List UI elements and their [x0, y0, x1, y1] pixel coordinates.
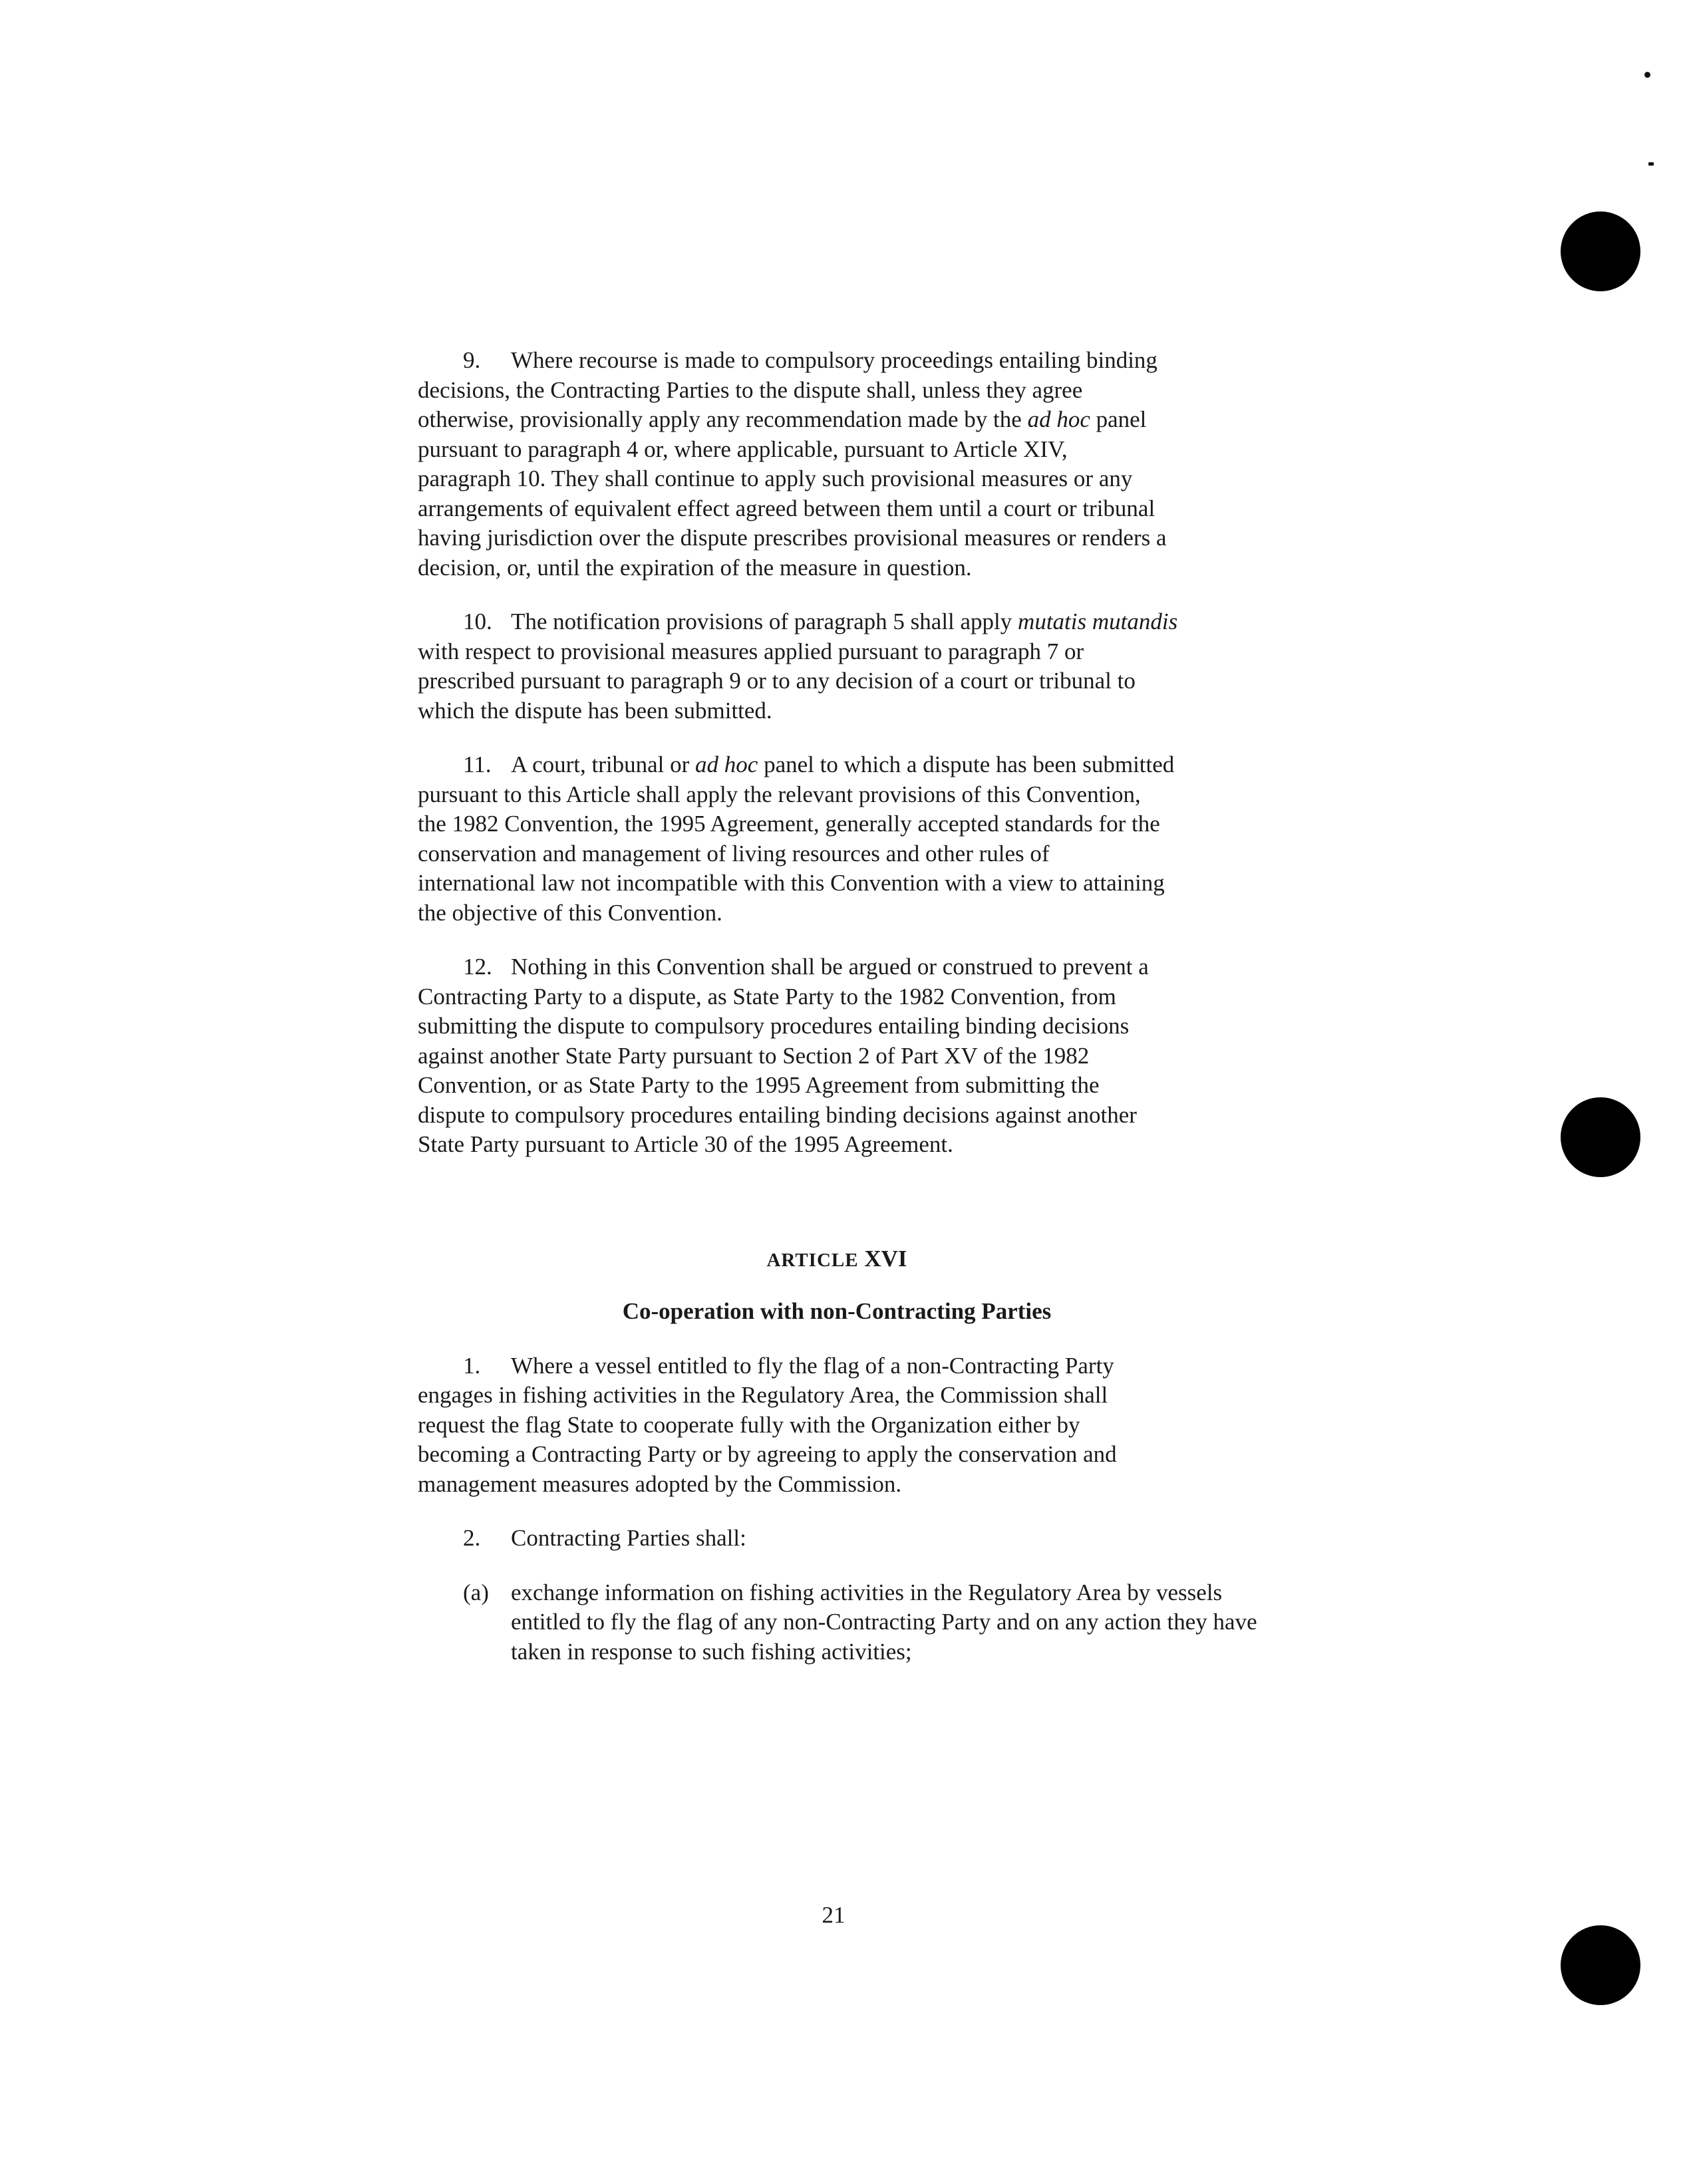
- sub-item-a: [418, 1578, 1362, 1667]
- paragraph-line: the 1982 Convention, the 1995 Agreement, generally accepted standards for the: [418, 811, 1160, 837]
- article-numeral: XVI: [864, 1245, 907, 1272]
- paragraph-line: entitled to fly the flag of any non-Contracting Party and on any action they have: [511, 1609, 1257, 1635]
- italic-term: mutatis mutandis: [1018, 609, 1178, 634]
- paragraph-line: request the flag State to cooperate fully with the Organization either by: [418, 1411, 1080, 1438]
- paragraph-line: decisions, the Contracting Parties to the dispute shall, unless they agree: [418, 376, 1083, 403]
- paragraph-number: 11.: [463, 751, 492, 777]
- paragraph-10: [418, 607, 1362, 726]
- paragraph-line: arrangements of equivalent effect agreed between them until a court or tribunal: [418, 495, 1155, 521]
- paragraph-line: with respect to provisional measures applied pursuant to paragraph 7 or: [418, 638, 1084, 664]
- paragraph-line: pursuant to this Article shall apply the relevant provisions of this Convention,: [418, 781, 1141, 807]
- document-body: [418, 346, 1362, 1691]
- paragraph-line: paragraph 10. They shall continue to apply such provisional measures or any: [418, 466, 1133, 491]
- paragraph-line: Contracting Party to a dispute, as State Party to the 1982 Convention, from: [418, 983, 1116, 1010]
- paragraph-line: Contracting Parties shall:: [511, 1525, 746, 1551]
- paragraph-line: decision, or, until the expiration of the measure in question.: [418, 554, 972, 581]
- article-title: Co-operation with non-Contracting Parties: [622, 1298, 1052, 1324]
- article-paragraph-1: [418, 1351, 1362, 1500]
- paragraph-line: Where recourse is made to compulsory proceedings entailing binding: [511, 347, 1157, 373]
- paragraph-line: pursuant to paragraph 4 or, where applicable, pursuant to Article XIV,: [418, 436, 1068, 462]
- paragraph-line: having jurisdiction over the dispute prescribes provisional measures or renders a: [418, 525, 1167, 551]
- paragraph-11: [418, 750, 1362, 928]
- sub-item-label: (a): [463, 1579, 489, 1605]
- paragraph-line: Convention, or as State Party to the 1995 Agreement from submitting the: [418, 1072, 1100, 1098]
- paragraph-number: 10.: [463, 609, 492, 634]
- paragraph-line: becoming a Contracting Party or by agreeing to apply the conservation and: [418, 1441, 1117, 1467]
- article-label: ARTICLE: [766, 1249, 859, 1271]
- scan-speck: [1644, 72, 1650, 78]
- paragraph-line: exchange information on fishing activities in the Regulatory Area by vessels: [511, 1579, 1223, 1605]
- paragraph-line: international law not incompatible with this Convention with a view to attaining: [418, 870, 1165, 896]
- punch-hole: [1561, 1097, 1640, 1177]
- paragraph-line: submitting the dispute to compulsory procedures entailing binding decisions: [418, 1013, 1130, 1039]
- punch-hole: [1561, 1925, 1640, 2005]
- paragraph-line: Where a vessel entitled to fly the flag of a non-Contracting Party: [511, 1352, 1114, 1379]
- article-heading: [418, 1244, 1256, 1276]
- paragraph-line: conservation and management of living resources and other rules of: [418, 840, 1050, 867]
- paragraph-line: taken in response to such fishing activities;: [511, 1638, 912, 1665]
- paragraph-number: 9.: [463, 347, 481, 373]
- paragraph-12: [418, 952, 1362, 1160]
- paragraph-number: 1.: [463, 1352, 481, 1379]
- paragraph-number: 2.: [463, 1525, 481, 1551]
- paragraph-line: against another State Party pursuant to Section 2 of Part XV of the 1982: [418, 1042, 1090, 1069]
- paragraph-line: management measures adopted by the Commission.: [418, 1470, 902, 1497]
- paragraph-number: 12.: [463, 954, 492, 980]
- paragraph-line: which the dispute has been submitted.: [418, 697, 772, 724]
- punch-hole: [1561, 211, 1640, 291]
- article-paragraph-2: [418, 1524, 1362, 1554]
- paragraph-text: panel: [1090, 406, 1147, 432]
- scan-speck: [1648, 162, 1654, 166]
- paragraph-line: prescribed pursuant to paragraph 9 or to any decision of a court or tribunal to: [418, 668, 1136, 694]
- paragraph-line: Nothing in this Convention shall be argued or construed to prevent a: [511, 954, 1149, 980]
- paragraph-9: [418, 346, 1362, 583]
- paragraph-text: panel to which a dispute has been submitted: [758, 751, 1175, 777]
- paragraph-line: the objective of this Convention.: [418, 899, 722, 926]
- paragraph-line: dispute to compulsory procedures entailing binding decisions against another: [418, 1101, 1137, 1128]
- italic-term: ad hoc: [695, 751, 758, 777]
- italic-term: ad hoc: [1027, 406, 1090, 432]
- page-number: 21: [822, 1902, 845, 1928]
- paragraph-line: engages in fishing activities in the Regulatory Area, the Commission shall: [418, 1382, 1108, 1408]
- paragraph-text: A court, tribunal or: [511, 751, 696, 777]
- paragraph-line: State Party pursuant to Article 30 of the 1995 Agreement.: [418, 1131, 953, 1157]
- paragraph-line: otherwise, provisionally apply any recommendation made by the: [418, 406, 1028, 432]
- paragraph-text: The notification provisions of paragraph 5 shall apply: [511, 609, 1018, 634]
